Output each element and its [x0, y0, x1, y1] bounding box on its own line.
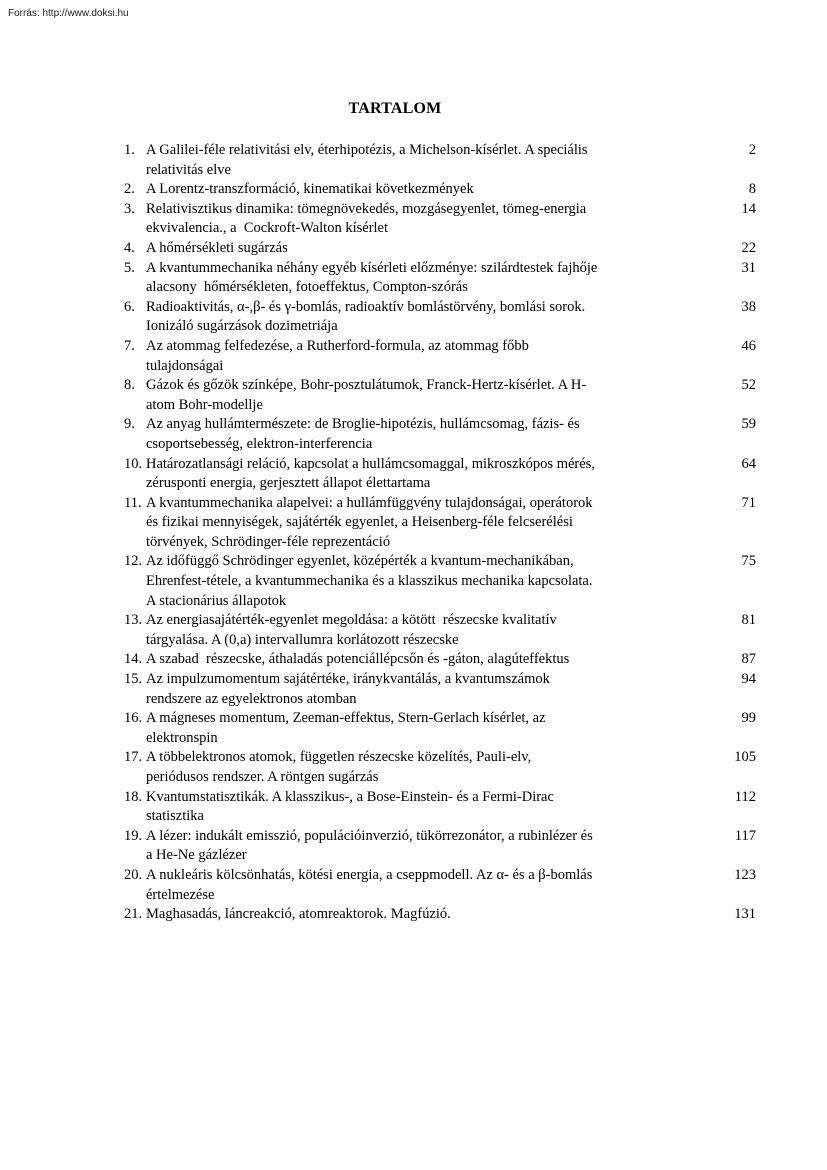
- toc-entry-number: 15.: [124, 671, 143, 688]
- toc-entry-title: [146, 200, 668, 239]
- toc-entry-line: törvények, Schrödinger-féle reprezentáció: [146, 533, 391, 550]
- toc-entry: [124, 552, 756, 611]
- toc-entry-line: ekvivalencia., a Cockroft-Walton kísérlet: [146, 220, 389, 237]
- toc-entry-line: Az időfüggő Schrödinger egyenlet, középérték a kvantum-mechanikában,: [146, 553, 574, 570]
- toc-entry-number: 16.: [124, 710, 143, 727]
- toc-entry-title: [146, 748, 668, 787]
- toc-entry-title: [146, 709, 668, 748]
- toc-entry-line: Az energiasajátérték-egyenlet megoldása: a kötött részecske kvalitatív: [146, 612, 557, 629]
- toc-entry-page: 2: [748, 142, 756, 158]
- toc-entry-page: 59: [741, 416, 756, 433]
- toc-entry-title: [146, 866, 668, 905]
- toc-entry-title: [146, 494, 668, 553]
- toc-entry-number: 18.: [124, 788, 143, 805]
- toc-entry-line: periódusos rendszer. A röntgen sugárzás: [146, 769, 379, 785]
- toc-entry-line: és fizikai mennyiségek, sajátérték egyenlet, a Heisenberg-féle felcserélési: [146, 514, 573, 531]
- toc-entry-page: 99: [741, 710, 756, 727]
- toc-entry-page: 8: [748, 181, 756, 198]
- toc-entry-line: Az impulzumomentum sajátértéke, iránykvantálás, a kvantumszámok: [146, 671, 550, 688]
- toc-entry-number: 9.: [124, 416, 135, 433]
- toc-entry: [124, 494, 756, 553]
- toc-entry: [124, 298, 756, 337]
- toc-entry-number: 6.: [124, 298, 135, 315]
- toc-entry-number: 20.: [124, 866, 143, 883]
- toc-entry-line: Az atommag felfedezése, a Rutherford-formula, az atommag főbb: [146, 337, 529, 354]
- toc-entry-title: [146, 827, 668, 866]
- page-title: TARTALOM: [348, 100, 442, 117]
- toc-entry-line: Ionizáló sugárzások dozimetriája: [146, 318, 338, 335]
- toc-entry-title: [146, 455, 668, 494]
- toc-entry-line: A Galilei-féle relativitási elv, éterhipotézis, a Michelson-kísérlet. A speciális: [146, 142, 588, 158]
- toc-entry: [124, 259, 756, 298]
- toc-entry-number: 3.: [124, 200, 135, 217]
- toc-entry: [124, 611, 756, 650]
- toc-entry-number: 5.: [124, 259, 135, 276]
- toc-entry: [124, 141, 756, 180]
- toc-entry: [124, 239, 756, 259]
- toc-entry-title: [146, 259, 668, 298]
- toc-entry-line: A kvantummechanika néhány egyéb kísérleti előzménye: szilárdtestek fajhője: [146, 259, 598, 276]
- toc-entry-line: értelmezése: [146, 886, 215, 903]
- toc-entry-title: [146, 141, 668, 180]
- toc-entry-line: A Lorentz-transzformáció, kinematikai következmények: [146, 181, 474, 198]
- toc-entry-number: 11.: [124, 494, 142, 511]
- toc-entry-line: Maghasadás, láncreakció, atomreaktorok. Magfúzió.: [146, 906, 451, 923]
- toc-entry-page: 52: [741, 377, 756, 394]
- toc-entry-number: 21.: [124, 906, 143, 923]
- source-label: Forrás: http://www.doksi.hu: [8, 8, 129, 19]
- toc-entry-line: Az anyag hullámtermészete: de Broglie-hipotézis, hullámcsomag, fázis- és: [146, 416, 580, 433]
- toc-entry-line: A lézer: indukált emisszió, populációinverzió, tükörrezonátor, a rubinlézer és: [146, 827, 593, 844]
- toc-entry-line: zérusponti energia, gerjesztett állapot élettartama: [146, 475, 431, 492]
- toc-entry-number: 2.: [124, 181, 135, 198]
- toc-entry-line: csoportsebesség, elektron-interferencia: [146, 435, 373, 452]
- toc-entry-page: 22: [741, 239, 756, 256]
- toc-entry-number: 8.: [124, 377, 135, 394]
- toc-entry-page: 105: [734, 749, 756, 766]
- toc-entry-page: 71: [741, 494, 756, 511]
- toc-entry-line: Ehrenfest-tétele, a kvantummechanika és a klasszikus mechanika kapcsolata.: [146, 573, 593, 590]
- toc-entry: [124, 827, 756, 866]
- toc-entry-title: [146, 552, 668, 611]
- toc-entry: [124, 415, 756, 454]
- toc-entry-title: [146, 376, 668, 415]
- toc-entry: [124, 337, 756, 376]
- toc-entry-line: tárgyalása. A (0,a) intervallumra korlátozott részecske: [146, 631, 459, 648]
- toc-entry-page: 117: [734, 827, 756, 844]
- toc-entry-title: [146, 788, 668, 827]
- toc-entry-page: 75: [741, 553, 756, 570]
- toc-entry-page: 14: [741, 200, 756, 217]
- toc-entry-number: 1.: [124, 142, 135, 158]
- toc-entry-number: 17.: [124, 749, 143, 766]
- toc-entry-line: rendszere az egyelektronos atomban: [146, 690, 357, 707]
- toc-entry-line: A hőmérsékleti sugárzás: [146, 239, 288, 256]
- toc-entry-title: [146, 180, 668, 200]
- toc-entry-page: 46: [741, 337, 756, 354]
- toc-entry: [124, 748, 756, 787]
- toc-entry-line: A stacionárius állapotok: [146, 592, 287, 609]
- toc-entry-number: 10.: [124, 455, 143, 472]
- toc-entry-line: Relativisztikus dinamika: tömegnövekedés, mozgásegyenlet, tömeg-energia: [146, 200, 587, 217]
- toc-entry-line: A kvantummechanika alapelvei: a hullámfüggvény tulajdonságai, operátorok: [146, 494, 593, 511]
- toc-entry: [124, 650, 756, 670]
- toc-entry-line: tulajdonságai: [146, 357, 224, 374]
- toc-entry-title: [146, 650, 668, 670]
- toc-entry: [124, 376, 756, 415]
- toc-entry-page: 64: [741, 455, 756, 472]
- toc-entry-line: relativitás elve: [146, 161, 231, 178]
- toc-entry-title: [146, 337, 668, 376]
- toc-entry: [124, 709, 756, 748]
- toc-entry-number: 14.: [124, 651, 143, 668]
- toc-entry-page: 123: [734, 866, 756, 883]
- toc-entry: [124, 180, 756, 200]
- toc-entry-line: A szabad részecske, áthaladás potenciállépcsőn és -gáton, alagúteffektus: [146, 651, 570, 668]
- toc-entry-number: 12.: [124, 553, 143, 570]
- toc-entry-line: a He-Ne gázlézer: [146, 847, 247, 864]
- toc-entry-line: Kvantumstatisztikák. A klasszikus-, a Bose-Einstein- és a Fermi-Dirac: [146, 788, 554, 805]
- toc-entry-line: Határozatlansági reláció, kapcsolat a hullámcsomaggal, mikroszkópos mérés,: [146, 455, 595, 472]
- toc-entry-title: [146, 415, 668, 454]
- toc-entry-number: 7.: [124, 337, 135, 354]
- toc-entry-line: Gázok és gőzök színképe, Bohr-posztulátumok, Franck-Hertz-kísérlet. A H-: [146, 377, 587, 394]
- toc-entry-line: A mágneses momentum, Zeeman-effektus, Stern-Gerlach kísérlet, az: [146, 710, 546, 727]
- toc-entry-line: A többelektronos atomok, független részecske közelítés, Pauli-elv,: [146, 749, 532, 766]
- toc-entry-line: statisztika: [146, 808, 204, 825]
- toc-entry-title: [146, 298, 668, 337]
- toc-entry-line: elektronspin: [146, 729, 218, 746]
- table-of-contents: [124, 141, 756, 925]
- toc-entry-page: 38: [741, 298, 756, 315]
- toc-entry-title: [146, 239, 668, 259]
- toc-entry-title: [146, 611, 668, 650]
- toc-entry-page: 112: [734, 788, 756, 805]
- toc-entry-line: Radioaktivitás, α-,β- és γ-bomlás, radioaktív bomlástörvény, bomlási sorok.: [146, 298, 586, 315]
- toc-entry-page: 131: [734, 906, 756, 923]
- toc-entry: [124, 905, 756, 925]
- toc-entry-line: atom Bohr-modellje: [146, 396, 263, 413]
- toc-entry-page: 94: [741, 671, 756, 688]
- toc-entry-title: [146, 905, 668, 925]
- toc-entry-number: 19.: [124, 827, 143, 844]
- toc-entry-title: [146, 670, 668, 709]
- toc-entry-line: alacsony hőmérsékleten, fotoeffektus, Compton-szórás: [146, 279, 468, 296]
- toc-entry: [124, 788, 756, 827]
- toc-entry-number: 13.: [124, 612, 143, 629]
- toc-entry: [124, 455, 756, 494]
- toc-entry: [124, 670, 756, 709]
- toc-entry: [124, 866, 756, 905]
- toc-entry-number: 4.: [124, 239, 135, 256]
- toc-entry-page: 81: [741, 612, 756, 629]
- toc-entry-page: 87: [741, 651, 756, 668]
- toc-entry-line: A nukleáris kölcsönhatás, kötési energia, a cseppmodell. Az α- és a β-bomlás: [146, 866, 593, 883]
- toc-entry: [124, 200, 756, 239]
- toc-entry-page: 31: [741, 259, 756, 276]
